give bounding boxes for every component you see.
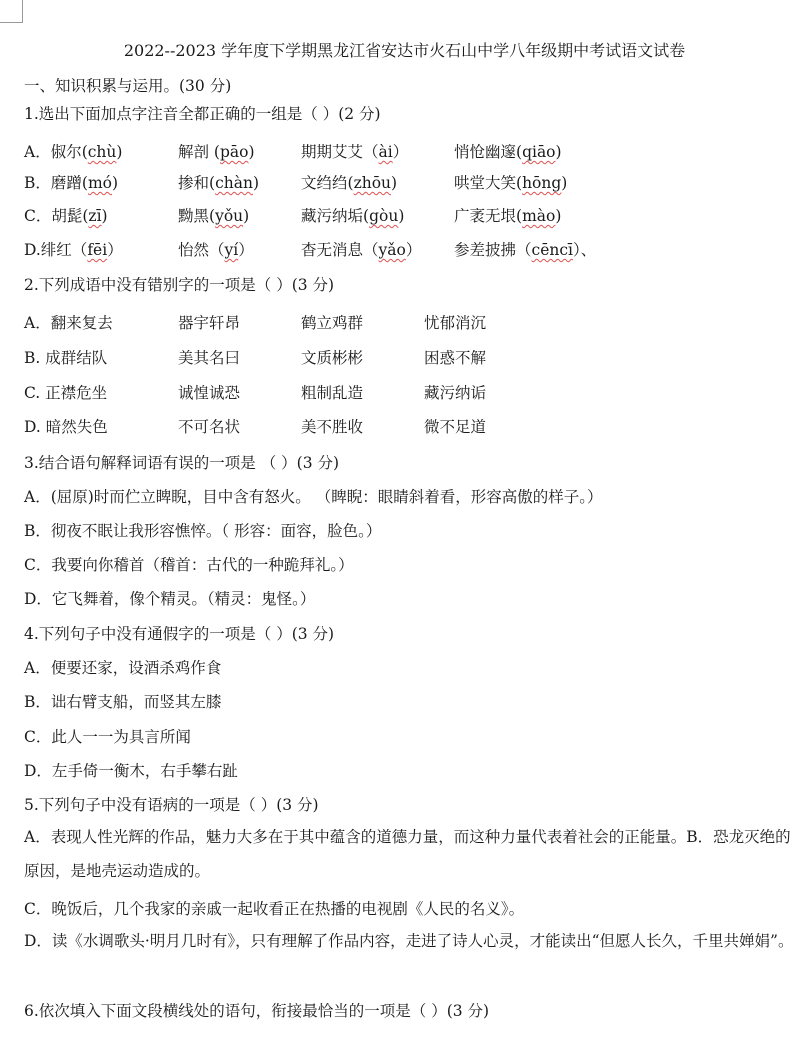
question-2-option-cell: 器宇轩昂 [178, 314, 241, 332]
question-5-option-ab: A．表现人性光辉的作品，魅力大多在于其中蕴含的道德力量，而这种力量代表着社会的正能量。B．恐龙灭绝的原因，是地壳运动造成的。 [24, 828, 791, 880]
question-1-option-cell: 怡然（yí） [178, 241, 254, 259]
question-3-option-b: B．彻夜不眠让我形容憔悴。（ 形容：面容，脸色。） [24, 522, 382, 540]
question-2-option-cell: 鹤立鸡群 [301, 314, 364, 332]
section-heading: 一、知识积累与运用。(30 分) [24, 77, 232, 95]
question-5-stem: 5.下列句子中没有语病的一项是（ ）(3 分) [24, 796, 319, 814]
question-3-option-d: D．它飞舞着，像个精灵。（精灵：鬼怪。） [24, 590, 316, 608]
question-4-stem: 4.下列句子中没有通假字的一项是（ ）(3 分) [24, 625, 335, 643]
question-2-option-cell: 藏污纳诟 [424, 384, 487, 402]
question-5-option-d: D．读《水调歌头·明月几时有》，只有理解了作品内容，走进了诗人心灵，才能读出“但愿人长久，千里共婵娟”。 [24, 932, 794, 950]
question-2-option-cell: 美其名曰 [178, 349, 241, 367]
question-4-option-a: A．便要还家，设酒杀鸡作食 [24, 659, 222, 677]
question-1-option-cell: 文绉绉(zhōu) [301, 174, 398, 192]
question-1-option-cell: 掺和(chàn) [178, 174, 260, 192]
question-2-option-cell: A．翻来复去 [24, 314, 113, 332]
question-2-option-cell: D. 暗然失色 [24, 418, 108, 436]
question-1-option-cell: B．磨蹭(mó) [24, 174, 119, 192]
question-6-stem: 6.依次填入下面文段横线处的语句，衔接最恰当的一项是（ ）(3 分) [24, 1002, 490, 1020]
question-1-option-cell: C．胡髭(zī) [24, 207, 108, 225]
question-2-option-cell: 不可名状 [178, 418, 241, 436]
question-1-option-cell: 悄怆幽邃(qiāo) [454, 143, 562, 161]
question-1-option-cell: 广袤无垠(mào) [454, 207, 562, 225]
question-3-option-c: C．我要向你稽首（稽首：古代的一种跪拜礼。） [24, 556, 354, 574]
exam-title: 2022--2023 学年度下学期黑龙江省安达市火石山中学八年级期中考试语文试卷 [123, 41, 686, 60]
question-2-option-cell: 粗制乱造 [301, 384, 364, 402]
question-1-option-cell: 解剖 (pāo) [178, 143, 255, 161]
page-corner-mark [0, 0, 23, 23]
question-3-stem: 3.结合语句解释词语有误的一项是 （ ）(3 分) [24, 454, 340, 472]
question-1-option-cell: 黝黑(yǒu) [178, 207, 250, 225]
question-3-option-a: A．(屈原)时而伫立睥睨，目中含有怒火。 （睥睨：眼睛斜着看，形容高傲的样子。） [24, 488, 603, 506]
question-2-option-cell: 忧郁消沉 [424, 314, 487, 332]
question-1-option-cell: 哄堂大笑(hōng) [454, 174, 568, 192]
question-4-option-d: D．左手倚一衡木，右手攀右趾 [24, 762, 238, 780]
question-1-stem: 1.选出下面加点字注音全都正确的一组是（ ）(2 分) [24, 105, 381, 123]
question-1-option-cell: 藏污纳垢(gòu) [301, 207, 405, 225]
question-1-option-cell: 参差披拂（cēncī）、 [454, 241, 597, 259]
question-2-option-cell: 微不足道 [424, 418, 487, 436]
question-2-option-cell: C. 正襟危坐 [24, 384, 108, 402]
question-1-option-cell: 期期艾艾（ài） [301, 143, 409, 161]
question-4-option-c: C．此人一一为具言所闻 [24, 728, 191, 746]
question-2-option-cell: 美不胜收 [301, 418, 364, 436]
question-2-option-cell: 困惑不解 [424, 349, 487, 367]
question-1-option-cell: A．俶尔(chù) [24, 143, 123, 161]
question-1-option-cell: D.绯红（fēi） [24, 241, 123, 259]
question-2-option-cell: B. 成群结队 [24, 349, 108, 367]
question-5-option-c: C．晚饭后，几个我家的亲戚一起收看正在热播的电视剧《人民的名义》。 [24, 900, 525, 918]
question-2-option-cell: 文质彬彬 [301, 349, 364, 367]
question-2-stem: 2.下列成语中没有错别字的一项是（ ）(3 分) [24, 276, 335, 294]
question-4-option-b: B．诎右臂支船，而竖其左膝 [24, 693, 222, 711]
question-2-option-cell: 诚惶诚恐 [178, 384, 241, 402]
question-1-option-cell: 杳无消息（yǎo） [301, 241, 422, 259]
